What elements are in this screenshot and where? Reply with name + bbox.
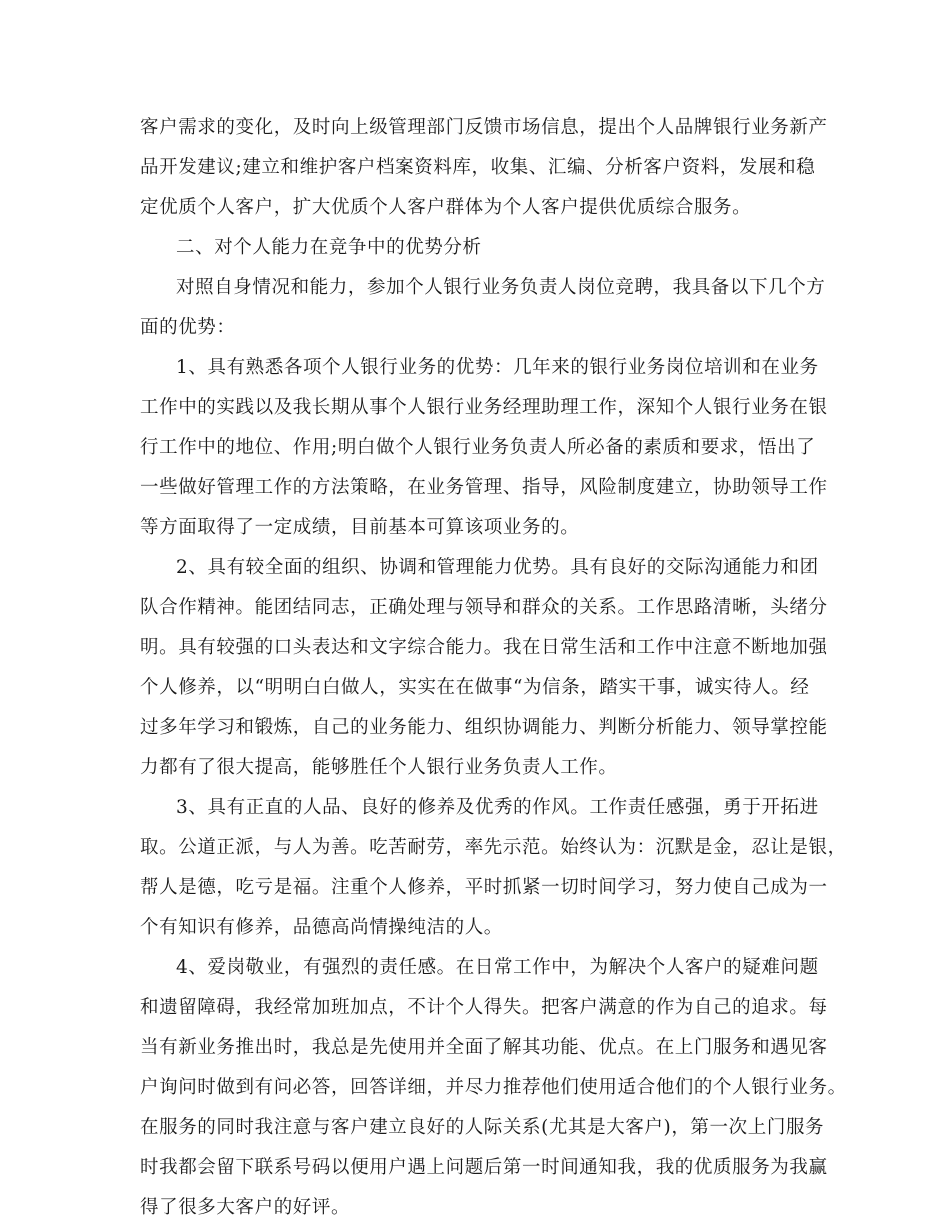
text-line: 力都有了很大提高，能够胜任个人银行业务负责人工作。 — [140, 757, 618, 778]
text-line: 时我都会留下联系号码以便用户遇上问题后第一时间通知我，我的优质服务为我赢 — [140, 1157, 828, 1178]
text-line: 1、具有熟悉各项个人银行业务的优势：几年来的银行业务岗位培训和在业务 — [176, 357, 819, 378]
text-line: 定优质个人客户，扩大优质个人客户群体为个人客户提供优质综合服务。 — [140, 197, 752, 218]
text-line: 3、具有正直的人品、良好的修养及优秀的作风。工作责任感强，勇于开拓进 — [176, 797, 819, 818]
text-line: 一些做好管理工作的方法策略，在业务管理、指导，风险制度建立，协助领导工作 — [140, 477, 828, 498]
text-line: 面的优势： — [140, 317, 236, 338]
text-line: 行工作中的地位、作用;明白做个人银行业务负责人所必备的素质和要求，悟出了 — [140, 437, 816, 458]
text-line: 过多年学习和锻炼，自己的业务能力、组织协调能力、判断分析能力、领导掌控能 — [140, 717, 828, 738]
text-line: 和遗留障碍，我经常加班加点，不计个人得失。把客户满意的作为自己的追求。每 — [140, 997, 828, 1018]
text-line: 客户需求的变化，及时向上级管理部门反馈市场信息，提出个人品牌银行业务新产 — [140, 117, 828, 138]
text-line: 取。公道正派，与人为善。吃苦耐劳，率先示范。始终认为：沉默是金，忍让是银， — [140, 837, 847, 858]
text-line: 队合作精神。能团结同志，正确处理与领导和群众的关系。工作思路清晰，头绪分 — [140, 597, 828, 618]
text-line: 在服务的同时我注意与客户建立良好的人际关系(尤其是大客户)，第一次上门服务 — [140, 1117, 825, 1138]
text-line: 明。具有较强的口头表达和文字综合能力。我在日常生活和工作中注意不断地加强 — [140, 637, 828, 658]
text-line: 2、具有较全面的组织、协调和管理能力优势。具有良好的交际沟通能力和团 — [176, 557, 819, 578]
text-line: 品开发建议;建立和维护客户档案资料库，收集、汇编、分析客户资料，发展和稳 — [140, 157, 816, 178]
text-line: 工作中的实践以及我长期从事个人银行业务经理助理工作，深知个人银行业务在银 — [140, 397, 828, 418]
text-line: 对照自身情况和能力，参加个人银行业务负责人岗位竞聘，我具备以下几个方 — [176, 277, 826, 298]
text-line: 等方面取得了一定成绩，目前基本可算该项业务的。 — [140, 517, 580, 538]
text-line: 帮人是德，吃亏是福。注重个人修养，平时抓紧一切时间学习，努力使自己成为一 — [140, 877, 828, 898]
text-line: 4、爱岗敬业，有强烈的责任感。在日常工作中，为解决个人客户的疑难问题 — [176, 957, 819, 978]
text-line: 得了很多大客户的好评。 — [140, 1197, 351, 1218]
text-line: 户询问时做到有问必答，回答详细，并尽力推荐他们使用适合他们的个人银行业务。 — [140, 1077, 847, 1098]
text-line: 二、对个人能力在竞争中的优势分析 — [176, 237, 482, 258]
text-line: 个有知识有修养，品德高尚情操纯洁的人。 — [140, 917, 503, 938]
document-body — [140, 108, 847, 1228]
text-line: 当有新业务推出时，我总是先使用并全面了解其功能、优点。在上门服务和遇见客 — [140, 1037, 828, 1058]
text-line: 个人修养，以“明明白白做人，实实在在做事“为信条，踏实干事，诚实待人。经 — [140, 677, 810, 698]
